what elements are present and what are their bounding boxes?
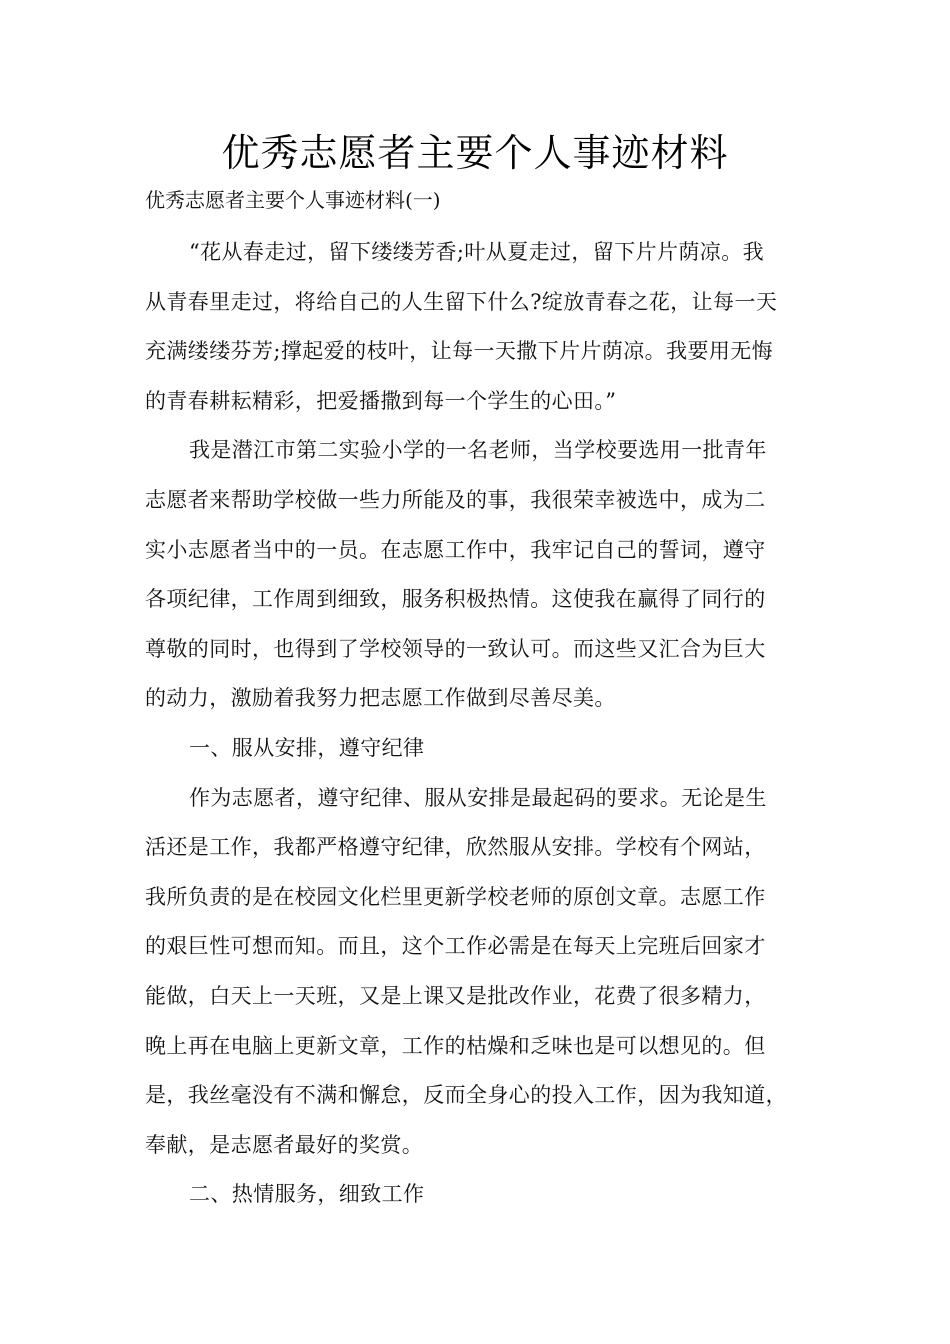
paragraph-line: 充满缕缕芬芳;撑起爱的枝叶，让每一天撒下片片荫凉。我要用无悔 [145, 339, 774, 364]
paragraph-line: 奉献，是志愿者最好的奖赏。 [145, 1132, 424, 1157]
paragraph-line: 实小志愿者当中的一员。在志愿工作中，我牢记自己的誓词，遵守 [145, 537, 766, 562]
paragraph-line: 是，我丝毫没有不满和懈怠，反而全身心的投入工作，因为我知道， [145, 1083, 787, 1108]
paragraph-line: 的艰巨性可想而知。而且，这个工作必需是在每天上完班后回家才 [145, 934, 766, 959]
paragraph-line: 我所负责的是在校园文化栏里更新学校老师的原创文章。志愿工作 [145, 884, 766, 909]
paragraph-line: 的动力，激励着我努力把志愿工作做到尽善尽美。 [145, 686, 616, 711]
document-body [145, 234, 825, 1226]
paragraph-line: 从青春里走过，将给自己的人生留下什么?绽放青春之花，让每一天 [145, 289, 778, 314]
paragraph-line: 各项纪律，工作周到细致，服务积极热情。这使我在赢得了同行的 [145, 587, 766, 612]
section-heading: 一、服从安排，遵守纪律 [189, 735, 425, 760]
paragraph-line: 的青春耕耘精彩，把爱播撒到每一个学生的心田。” [145, 388, 617, 413]
paragraph-line: 志愿者来帮助学校做一些力所能及的事，我很荣幸被选中，成为二 [145, 487, 766, 512]
paragraph-line: 尊敬的同时，也得到了学校领导的一致认可。而这些又汇合为巨大 [145, 636, 766, 661]
document-title: 优秀志愿者主要个人事迹材料 [221, 131, 729, 175]
paragraph-line: 能做，白天上一天班，又是上课又是批改作业，花费了很多精力， [145, 983, 766, 1008]
paragraph-line: 晚上再在电脑上更新文章，工作的枯燥和乏味也是可以想见的。但 [145, 1033, 766, 1058]
section-heading: 二、热情服务，细致工作 [189, 1182, 425, 1207]
document-subtitle: 优秀志愿者主要个人事迹材料(一) [145, 188, 441, 212]
paragraph-line: 我是潜江市第二实验小学的一名老师，当学校要选用一批青年 [189, 438, 767, 463]
paragraph-line: 活还是工作，我都严格遵守纪律，欣然服从安排。学校有个网站， [145, 835, 766, 860]
paragraph-line: “花从春走过，留下缕缕芳香;叶从夏走过，留下片片荫凉。我 [189, 240, 765, 264]
paragraph-line: 作为志愿者，遵守纪律、服从安排是最起码的要求。无论是生 [189, 785, 767, 810]
